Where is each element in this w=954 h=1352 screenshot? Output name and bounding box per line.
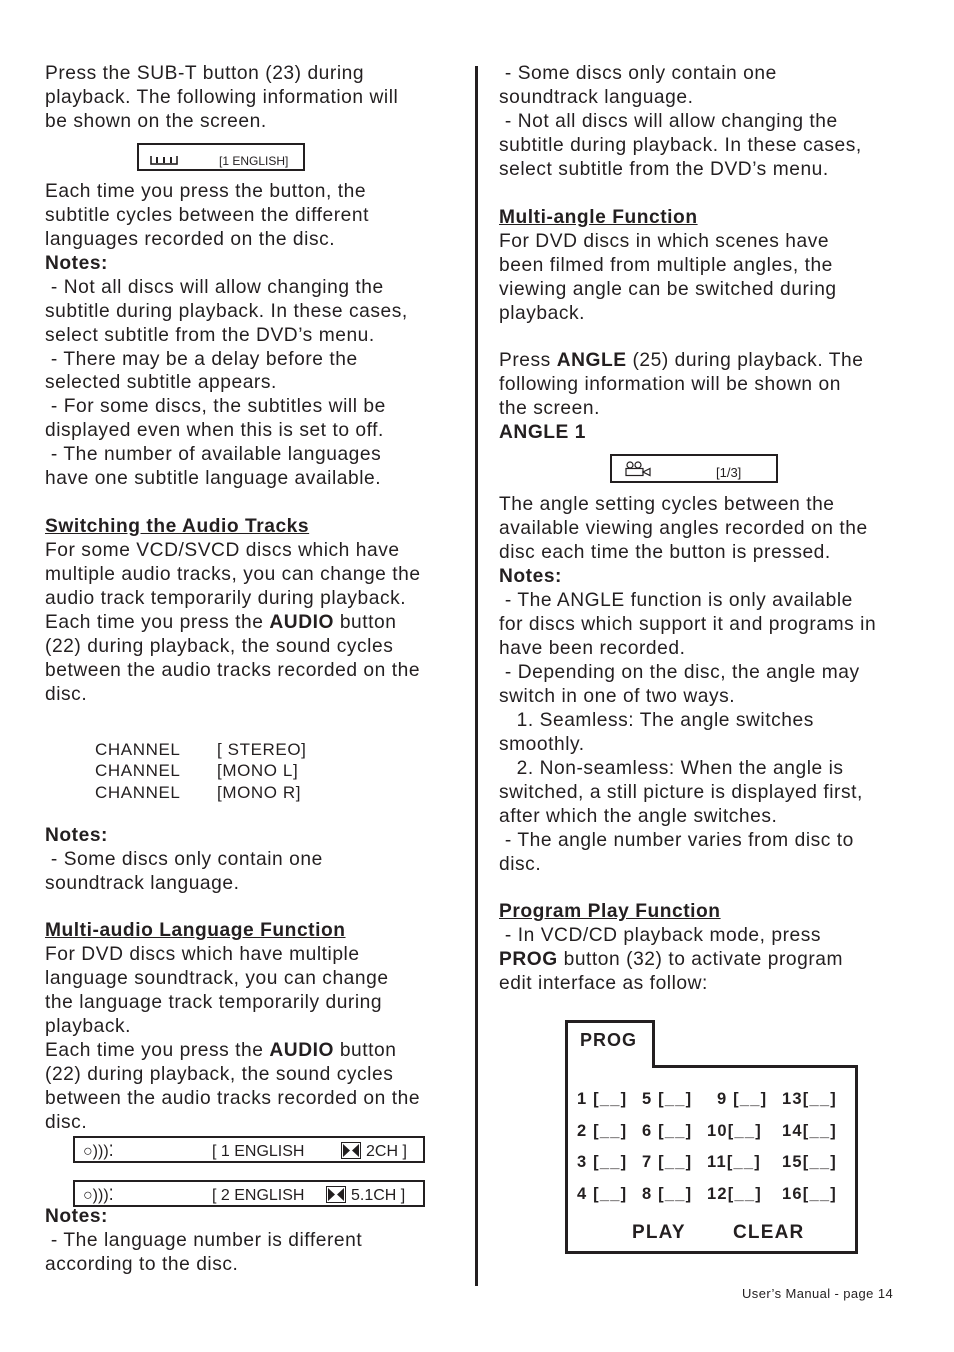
top-line: select subtitle from the DVD’s menu.: [499, 158, 829, 180]
prog-slot[interactable]: 9 [__]: [717, 1090, 768, 1108]
program-tab-label: PROG: [580, 1030, 638, 1050]
audio-line: audio track temporarily during playback.: [45, 588, 407, 610]
column-divider: [475, 66, 478, 1286]
audio-osd-lang: [ 1 ENGLISH: [212, 1142, 305, 1160]
angle-line: the screen.: [499, 398, 600, 420]
intro-line: be shown on the screen.: [45, 110, 267, 132]
speaker-icon: [326, 1186, 346, 1203]
prog-slot[interactable]: 6 [__]: [642, 1122, 693, 1140]
prog-line: PROG button (32) to activate program: [499, 949, 844, 971]
audio-osd-lang: [ 2 ENGLISH: [212, 1186, 305, 1204]
cycle-line: available viewing angles recorded on the: [499, 518, 868, 540]
audio-key: AUDIO: [269, 612, 334, 633]
clear-button[interactable]: CLEAR: [733, 1222, 805, 1243]
audio-line: between the audio tracks recorded on the: [45, 659, 421, 681]
angle-line: been filmed from multiple angles, the: [499, 254, 833, 276]
right-column: [499, 62, 929, 996]
angle-line: For DVD discs in which scenes have: [499, 230, 830, 252]
audio-press-line: Each time you press the AUDIO button: [45, 612, 397, 633]
notes-label: Notes:: [499, 566, 562, 588]
prog-slot[interactable]: 16[__]: [782, 1185, 837, 1203]
prog-slot[interactable]: 10[__]: [707, 1122, 762, 1140]
audio-icon: ○)))⁚: [83, 1142, 114, 1160]
ma-press-line: Each time you press the AUDIO button: [45, 1040, 397, 1062]
channel-row: CHANNEL [MONO R]: [95, 783, 302, 802]
note-line: have one subtitle language available.: [45, 468, 382, 490]
prog-slot[interactable]: 15[__]: [782, 1153, 837, 1171]
note-line: have been recorded.: [499, 637, 686, 659]
prog-slot[interactable]: 14[__]: [782, 1122, 837, 1140]
ma-line: language soundtrack, you can change: [45, 968, 389, 990]
prog-slot[interactable]: 1 [__]: [577, 1090, 628, 1108]
angle-line: viewing angle can be switched during: [499, 278, 837, 300]
angle-key: ANGLE: [556, 350, 627, 372]
note-line: switched, a still picture is displayed first,: [499, 781, 863, 803]
audio-key: AUDIO: [269, 1040, 334, 1062]
prog-slot[interactable]: 7 [__]: [642, 1153, 693, 1171]
note-line: - The angle number varies from disc to: [499, 829, 854, 851]
notes-label: Notes:: [45, 1205, 108, 1227]
notes-label: Notes:: [45, 824, 108, 846]
camera-icon: [624, 461, 652, 477]
subtitle-osd-area: [45, 134, 465, 180]
note-line: selected subtitle appears.: [45, 372, 277, 394]
audio-line: disc.: [45, 683, 88, 705]
subtitle-icon: [150, 151, 178, 165]
note-line: 1. Seamless: The angle switches: [499, 709, 814, 731]
prog-slot[interactable]: 12[__]: [707, 1185, 762, 1203]
audio-line: multiple audio tracks, you can change the: [45, 564, 421, 586]
note-line: - For some discs, the subtitles will be: [45, 396, 386, 418]
ma-line: (22) during playback, the sound cycles: [45, 1064, 394, 1086]
left-column: [45, 62, 465, 1277]
subtitle-osd: [137, 143, 305, 171]
speaker-icon: [341, 1142, 361, 1159]
prog-slot[interactable]: 8 [__]: [642, 1185, 693, 1203]
ma-line: For DVD discs which have multiple: [45, 944, 360, 966]
note-line: smoothly.: [499, 733, 585, 755]
top-line: - Not all discs will allow changing the: [499, 110, 838, 132]
angle-press-line: Press ANGLE (25) during playback. The: [499, 350, 864, 372]
note-line: - There may be a delay before the: [45, 348, 358, 370]
note-line: according to the disc.: [45, 1253, 239, 1275]
prog-slot[interactable]: 11[__]: [707, 1153, 761, 1171]
top-line: - Some discs only contain one: [499, 63, 777, 84]
cycle-line: The angle setting cycles between the: [499, 494, 835, 516]
ma-line: between the audio tracks recorded on the: [45, 1088, 421, 1110]
angle-heading: Multi-angle Function: [499, 206, 698, 228]
play-button[interactable]: PLAY: [632, 1222, 686, 1243]
ma-line: disc.: [45, 1112, 88, 1134]
angle-line: playback.: [499, 302, 586, 324]
note-line: 2. Non-seamless: When the angle is: [499, 757, 844, 779]
ma-line: the language track temporarily during: [45, 992, 383, 1014]
audio-osd-area: [45, 1135, 465, 1225]
angle-osd-text: [1/3]: [716, 465, 742, 481]
audio-line: For some VCD/SVCD discs which have: [45, 540, 400, 562]
audio-osd: [73, 1136, 425, 1163]
intro-line: playback. The following information will: [45, 86, 399, 108]
cycle-line: Each time you press the button, the: [45, 180, 367, 202]
audio-osd-ch: 5.1CH ]: [351, 1186, 406, 1204]
channel-row: CHANNEL [MONO L]: [95, 761, 299, 781]
cycle-line: disc each time the button is pressed.: [499, 542, 831, 564]
note-line: for discs which support it and programs in: [499, 613, 877, 635]
note-line: - Some discs only contain one: [45, 848, 323, 870]
audio-osd-ch: 2CH ]: [366, 1142, 407, 1160]
multi-audio-heading: Multi-audio Language Function: [45, 920, 346, 942]
note-line: - Not all discs will allow changing the: [45, 276, 384, 298]
angle-line: following information will be shown on: [499, 374, 841, 396]
prog-slot[interactable]: 3 [__]: [577, 1153, 628, 1171]
audio-osd: [73, 1180, 425, 1207]
note-line: - Depending on the disc, the angle may: [499, 661, 860, 683]
angle-label: ANGLE 1: [499, 422, 587, 444]
prog-line: edit interface as follow:: [499, 973, 708, 995]
note-line: subtitle during playback. In these cases,: [45, 300, 408, 322]
note-line: select subtitle from the DVD’s menu.: [45, 324, 375, 346]
note-line: - The ANGLE function is only available: [499, 590, 853, 612]
note-line: - The number of available languages: [45, 444, 382, 466]
top-line: soundtrack language.: [499, 86, 694, 108]
audio-icon: ○)))⁚: [83, 1186, 114, 1204]
prog-key: PROG: [499, 949, 558, 971]
angle-osd: [610, 454, 778, 483]
prog-line: - In VCD/CD playback mode, press: [499, 925, 822, 947]
prog-slot[interactable]: 5 [__]: [642, 1090, 693, 1108]
cycle-line: subtitle cycles between the different: [45, 204, 369, 226]
channel-row: CHANNEL [ STEREO]: [95, 739, 307, 759]
intro-line: Press the SUB-T button (23) during: [45, 63, 365, 84]
audio-heading: Switching the Audio Tracks: [45, 516, 310, 538]
audio-line: (22) during playback, the sound cycles: [45, 635, 394, 657]
ma-line: playback.: [45, 1016, 132, 1038]
subtitle-osd-text: [1 ENGLISH]: [219, 153, 289, 168]
cycle-line: languages recorded on the disc.: [45, 228, 336, 250]
note-line: - The language number is different: [45, 1229, 363, 1251]
page-footer: User’s Manual - page 14: [742, 1286, 894, 1301]
note-line: displayed even when this is set to off.: [45, 420, 384, 442]
note-line: disc.: [499, 853, 542, 875]
notes-label: Notes:: [45, 252, 108, 274]
note-line: after which the angle switches.: [499, 805, 778, 827]
angle-osd-area: [499, 445, 929, 493]
prog-slot[interactable]: 13[__]: [782, 1090, 837, 1108]
top-line: subtitle during playback. In these cases,: [499, 134, 862, 156]
prog-slot[interactable]: 4 [__]: [577, 1185, 628, 1203]
note-line: switch in one of two ways.: [499, 685, 736, 707]
prog-heading: Program Play Function: [499, 901, 721, 923]
note-line: soundtrack language.: [45, 872, 240, 894]
prog-slot[interactable]: 2 [__]: [577, 1122, 628, 1140]
